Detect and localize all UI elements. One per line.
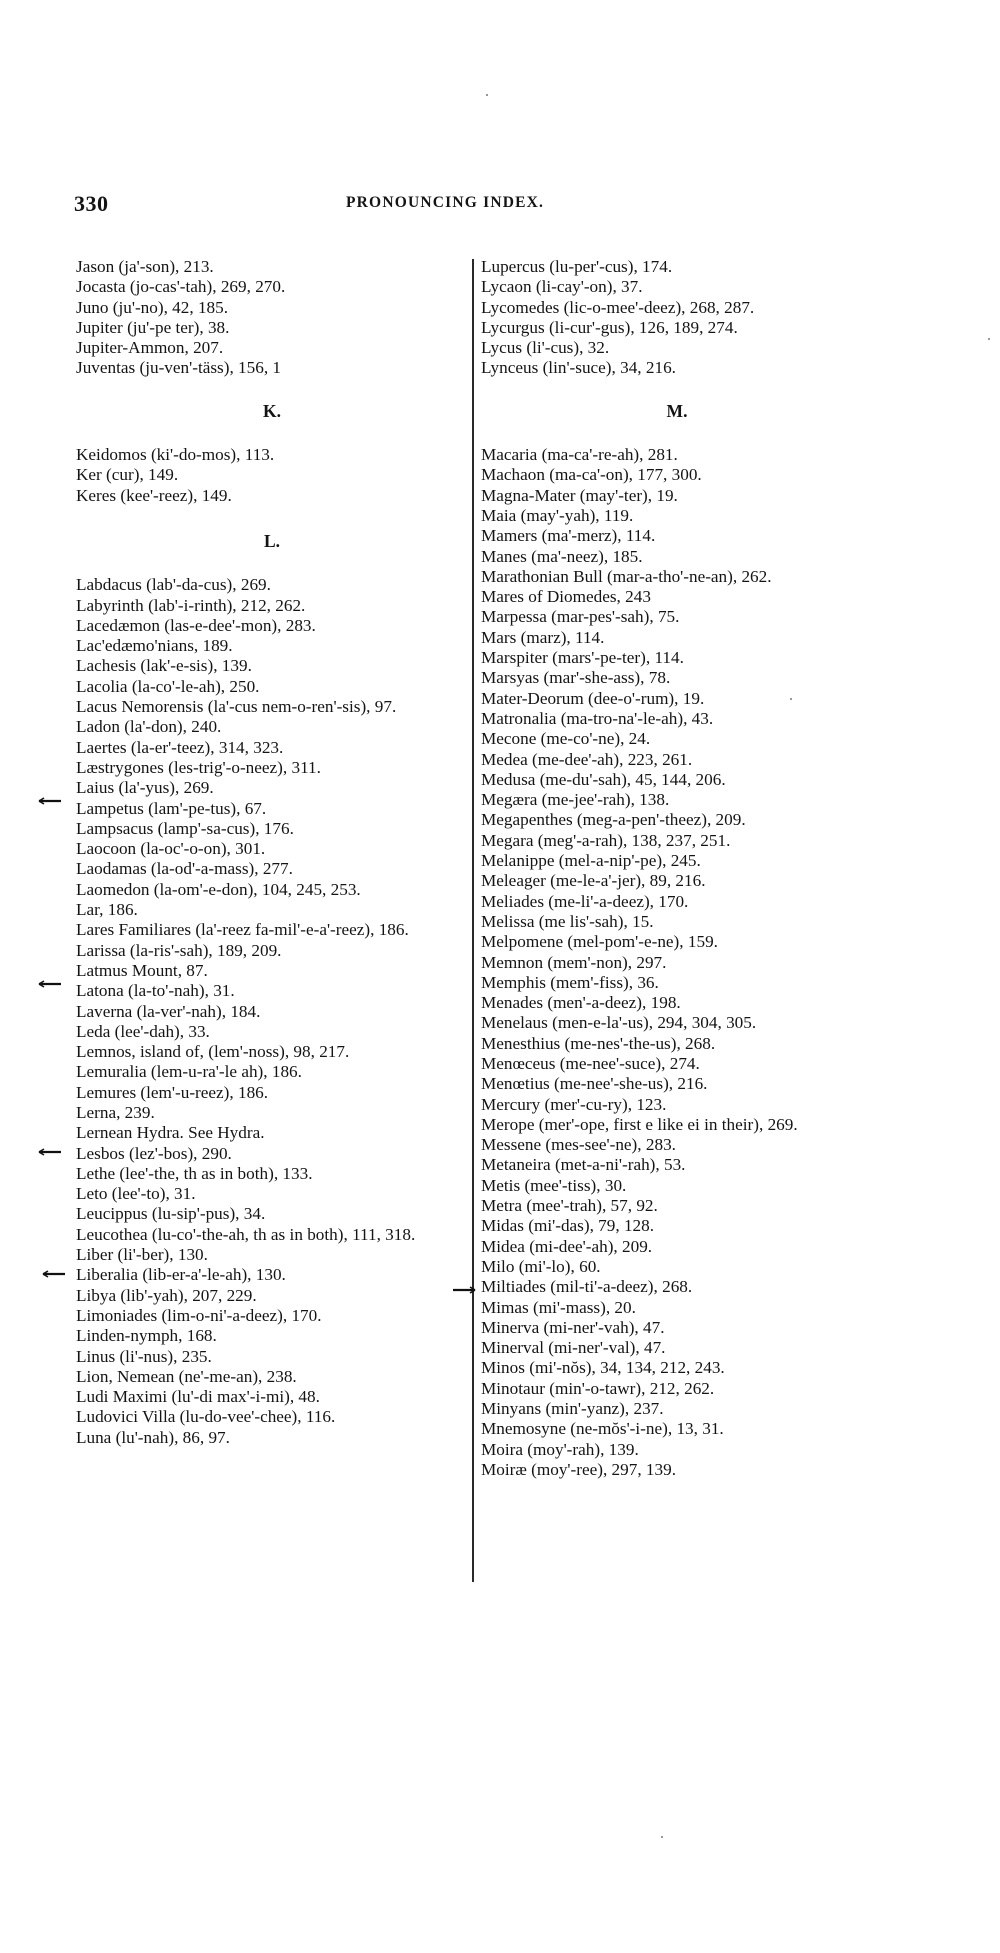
- index-entry: Jocasta (jo-cas'-tah), 269, 270.: [76, 277, 286, 297]
- index-entry: Limoniades (lim-o-ni'-a-deez), 170.: [76, 1305, 322, 1325]
- index-entry: Metaneira (met-a-ni'-rah), 53.: [481, 1155, 686, 1175]
- index-entry: Menelaus (men-e-la'-us), 294, 304, 305.: [481, 1013, 757, 1033]
- index-entry: Lachesis (lak'-e-sis), 139.: [76, 656, 252, 676]
- index-entry: Latona (la-to'-nah), 31.: [76, 981, 235, 1001]
- index-entry: Moiræ (moy'-ree), 297, 139.: [481, 1459, 676, 1479]
- index-entry: Luna (lu'-nah), 86, 97.: [76, 1427, 230, 1447]
- section-letter-m: M.: [666, 400, 688, 421]
- scan-speck: [661, 1836, 663, 1838]
- index-entry: Labdacus (lab'-da-cus), 269.: [76, 575, 271, 595]
- index-entry: Lerna, 239.: [76, 1102, 155, 1122]
- index-entry: Minyans (min'-yanz), 237.: [481, 1399, 664, 1419]
- index-entry: Marpessa (mar-pes'-sah), 75.: [481, 607, 680, 627]
- index-entry: Menades (men'-a-deez), 198.: [481, 993, 681, 1013]
- index-entry: Juno (ju'-no), 42, 185.: [76, 297, 229, 317]
- index-entry: Meleager (me-le-a'-jer), 89, 216.: [481, 871, 706, 891]
- index-entry: Lupercus (lu-per'-cus), 174.: [481, 257, 673, 276]
- page-number: 330: [74, 191, 109, 216]
- index-entry: Meliades (me-li'-a-deez), 170.: [481, 891, 689, 911]
- index-entry: Laocoon (la-oc'-o-on), 301.: [76, 839, 266, 859]
- index-entry: Megæra (me-jee'-rah), 138.: [481, 790, 670, 810]
- index-entry: Liberalia (lib-er-a'-le-ah), 130.: [76, 1265, 286, 1285]
- index-entry: Menœceus (me-nee'-suce), 274.: [481, 1053, 700, 1073]
- margin-arrow-icon: [452, 1286, 474, 1292]
- index-entry: Memphis (mem'-fiss), 36.: [481, 972, 659, 992]
- index-entry: Leda (lee'-dah), 33.: [76, 1021, 210, 1041]
- index-entry: Lemnos, island of, (lem'-noss), 98, 217.: [76, 1042, 350, 1062]
- index-entry: Keres (kee'-reez), 149.: [76, 485, 232, 505]
- index-entry: Juventas (ju-ven'-täss), 156, 1: [76, 358, 282, 378]
- index-entry: Ludi Maximi (lu'-di max'-i-mi), 48.: [76, 1387, 320, 1407]
- index-entry: Lares Familiares (la'-reez fa-mil'-e-a'-reez), 186.: [76, 920, 409, 940]
- index-entry: Jupiter (ju'-pe ter), 38.: [76, 317, 230, 337]
- index-entry: Magna-Mater (may'-ter), 19.: [481, 485, 678, 505]
- index-entry: Menœtius (me-nee'-she-us), 216.: [481, 1074, 708, 1094]
- index-entry: Melissa (me lis'-sah), 15.: [481, 911, 654, 931]
- index-entry: Melpomene (mel-pom'-e-ne), 159.: [481, 932, 718, 952]
- index-entry: Linden-nymph, 168.: [76, 1326, 217, 1346]
- column-divider: [472, 259, 474, 1582]
- index-entry: Lynceus (lin'-suce), 34, 216.: [481, 358, 676, 378]
- index-entry: Leto (lee'-to), 31.: [76, 1184, 196, 1204]
- index-entry: Laomedon (la-om'-e-don), 104, 245, 253.: [76, 879, 361, 899]
- right-column: [481, 257, 873, 1480]
- index-entry: Lac'edæmo'nians, 189.: [76, 636, 233, 656]
- index-entry: Lernean Hydra. See Hydra.: [76, 1123, 265, 1143]
- index-entry: Lesbos (lez'-bos), 290.: [76, 1143, 232, 1163]
- index-entry: Libya (lib'-yah), 207, 229.: [76, 1285, 257, 1305]
- index-entry: Lycurgus (li-cur'-gus), 126, 189, 274.: [481, 317, 738, 337]
- index-entry: Marspiter (mars'-pe-ter), 114.: [481, 648, 684, 668]
- margin-arrow-icon: [38, 1148, 60, 1154]
- index-entry: Metra (mee'-trah), 57, 92.: [481, 1196, 658, 1216]
- index-entry: Messene (mes-see'-ne), 283.: [481, 1135, 676, 1155]
- index-entry: Lacus Nemorensis (la'-cus nem-o-ren'-sis), 97.: [76, 697, 397, 717]
- scan-speck: [486, 94, 488, 96]
- index-entry: Manes (ma'-neez), 185.: [481, 546, 643, 566]
- index-entry: Linus (li'-nus), 235.: [76, 1346, 212, 1366]
- index-entry: Leucippus (lu-sip'-pus), 34.: [76, 1204, 266, 1224]
- index-entry: Keidomos (ki'-do-mos), 113.: [76, 445, 275, 465]
- index-entry: Lemures (lem'-u-reez), 186.: [76, 1082, 269, 1102]
- index-entry: Lacedæmon (las-e-dee'-mon), 283.: [76, 615, 316, 635]
- index-entry: Miltiades (mil-ti'-a-deez), 268.: [481, 1277, 693, 1297]
- index-entry: Laertes (la-er'-teez), 314, 323.: [76, 737, 284, 757]
- index-entry: Liber (li'-ber), 130.: [76, 1245, 208, 1265]
- index-entry: Minerva (mi-ner'-vah), 47.: [481, 1317, 665, 1337]
- index-entry: Latmus Mount, 87.: [76, 960, 208, 980]
- index-entry: Ker (cur), 149.: [76, 465, 179, 485]
- left-column: [76, 257, 468, 1448]
- index-entry: Megapenthes (meg-a-pen'-theez), 209.: [481, 810, 746, 830]
- index-entry: Machaon (ma-ca'-on), 177, 300.: [481, 465, 702, 485]
- index-entry: Lion, Nemean (ne'-me-an), 238.: [76, 1366, 297, 1386]
- index-entry: Laius (la'-yus), 269.: [76, 778, 214, 798]
- index-entry: Mars (marz), 114.: [481, 627, 605, 647]
- index-entry: Mecone (me-co'-ne), 24.: [481, 729, 651, 749]
- index-entry: Mamers (ma'-merz), 114.: [481, 526, 656, 546]
- index-entry: Lycomedes (lic-o-mee'-deez), 268, 287.: [481, 297, 755, 317]
- index-entry: Merope (mer'-ope, first e like ei in their), 269.: [481, 1114, 798, 1134]
- index-entry: Lar, 186.: [76, 900, 138, 920]
- index-entry: Lampsacus (lamp'-sa-cus), 176.: [76, 818, 294, 838]
- page-header: [74, 191, 860, 217]
- index-entry: Megara (meg'-a-rah), 138, 237, 251.: [481, 830, 731, 850]
- index-entry: Lampetus (lam'-pe-tus), 67.: [76, 798, 267, 818]
- index-entry: Midea (mi-dee'-ah), 209.: [481, 1236, 653, 1256]
- index-entry: Læstrygones (les-trig'-o-neez), 311.: [76, 757, 321, 777]
- section-letter-l: L.: [263, 530, 281, 551]
- index-entry: Jason (ja'-son), 213.: [76, 257, 214, 276]
- index-entry: Mater-Deorum (dee-o'-rum), 19.: [481, 688, 705, 708]
- index-entry: Macaria (ma-ca'-re-ah), 281.: [481, 445, 678, 465]
- index-entry: Lethe (lee'-the, th as in both), 133.: [76, 1163, 313, 1183]
- index-entry: Minos (mi'-nŏs), 34, 134, 212, 243.: [481, 1358, 725, 1378]
- index-entry: Medea (me-dee'-ah), 223, 261.: [481, 749, 693, 769]
- section-letter-k: K.: [263, 400, 281, 421]
- margin-arrow-icon: [38, 980, 60, 986]
- index-entry: Milo (mi'-lo), 60.: [481, 1256, 601, 1276]
- index-entry: Jupiter-Ammon, 207.: [76, 338, 224, 358]
- index-entry: Metis (mee'-tiss), 30.: [481, 1175, 627, 1195]
- index-entry: Mercury (mer'-cu-ry), 123.: [481, 1094, 667, 1114]
- index-entry: Mnemosyne (ne-mŏs'-i-ne), 13, 31.: [481, 1419, 724, 1439]
- index-entry: Leucothea (lu-co'-the-ah, th as in both), 111, 318.: [76, 1224, 416, 1244]
- index-entry: Melanippe (mel-a-nip'-pe), 245.: [481, 851, 701, 871]
- index-entry: Minotaur (min'-o-tawr), 212, 262.: [481, 1378, 715, 1398]
- index-entry: Larissa (la-ris'-sah), 189, 209.: [76, 940, 282, 960]
- index-entry: Marsyas (mar'-she-ass), 78.: [481, 668, 671, 688]
- margin-arrow-icon: [42, 1270, 64, 1276]
- index-entry: Minerval (mi-ner'-val), 47.: [481, 1338, 666, 1358]
- index-entry: Memnon (mem'-non), 297.: [481, 952, 667, 972]
- index-entry: Moira (moy'-rah), 139.: [481, 1439, 639, 1459]
- index-entry: Mares of Diomedes, 243: [481, 587, 651, 607]
- index-entry: Menesthius (me-nes'-the-us), 268.: [481, 1033, 716, 1053]
- index-entry: Labyrinth (lab'-i-rinth), 212, 262.: [76, 595, 306, 615]
- index-entry: Lacolia (la-co'-le-ah), 250.: [76, 676, 260, 696]
- index-entry: Medusa (me-du'-sah), 45, 144, 206.: [481, 769, 726, 789]
- index-entry: Matronalia (ma-tro-na'-le-ah), 43.: [481, 708, 714, 728]
- scan-speck: [988, 338, 990, 340]
- index-entry: Lycaon (li-cay'-on), 37.: [481, 277, 643, 297]
- running-head: PRONOUNCING INDEX.: [346, 194, 545, 211]
- margin-arrow-icon: [38, 797, 60, 803]
- index-entry: Midas (mi'-das), 79, 128.: [481, 1216, 655, 1236]
- index-entry: Lycus (li'-cus), 32.: [481, 338, 610, 358]
- index-entry: Maia (may'-yah), 119.: [481, 505, 634, 525]
- index-entry: Marathonian Bull (mar-a-tho'-ne-an), 262.: [481, 566, 772, 586]
- index-entry: Mimas (mi'-mass), 20.: [481, 1297, 636, 1317]
- index-entry: Laodamas (la-od'-a-mass), 277.: [76, 859, 293, 879]
- index-entry: Laverna (la-ver'-nah), 184.: [76, 1001, 261, 1021]
- index-entry: Lemuralia (lem-u-ra'-le ah), 186.: [76, 1062, 302, 1082]
- index-entry: Ladon (la'-don), 240.: [76, 717, 222, 737]
- index-entry: Ludovici Villa (lu-do-vee'-chee), 116.: [76, 1407, 336, 1427]
